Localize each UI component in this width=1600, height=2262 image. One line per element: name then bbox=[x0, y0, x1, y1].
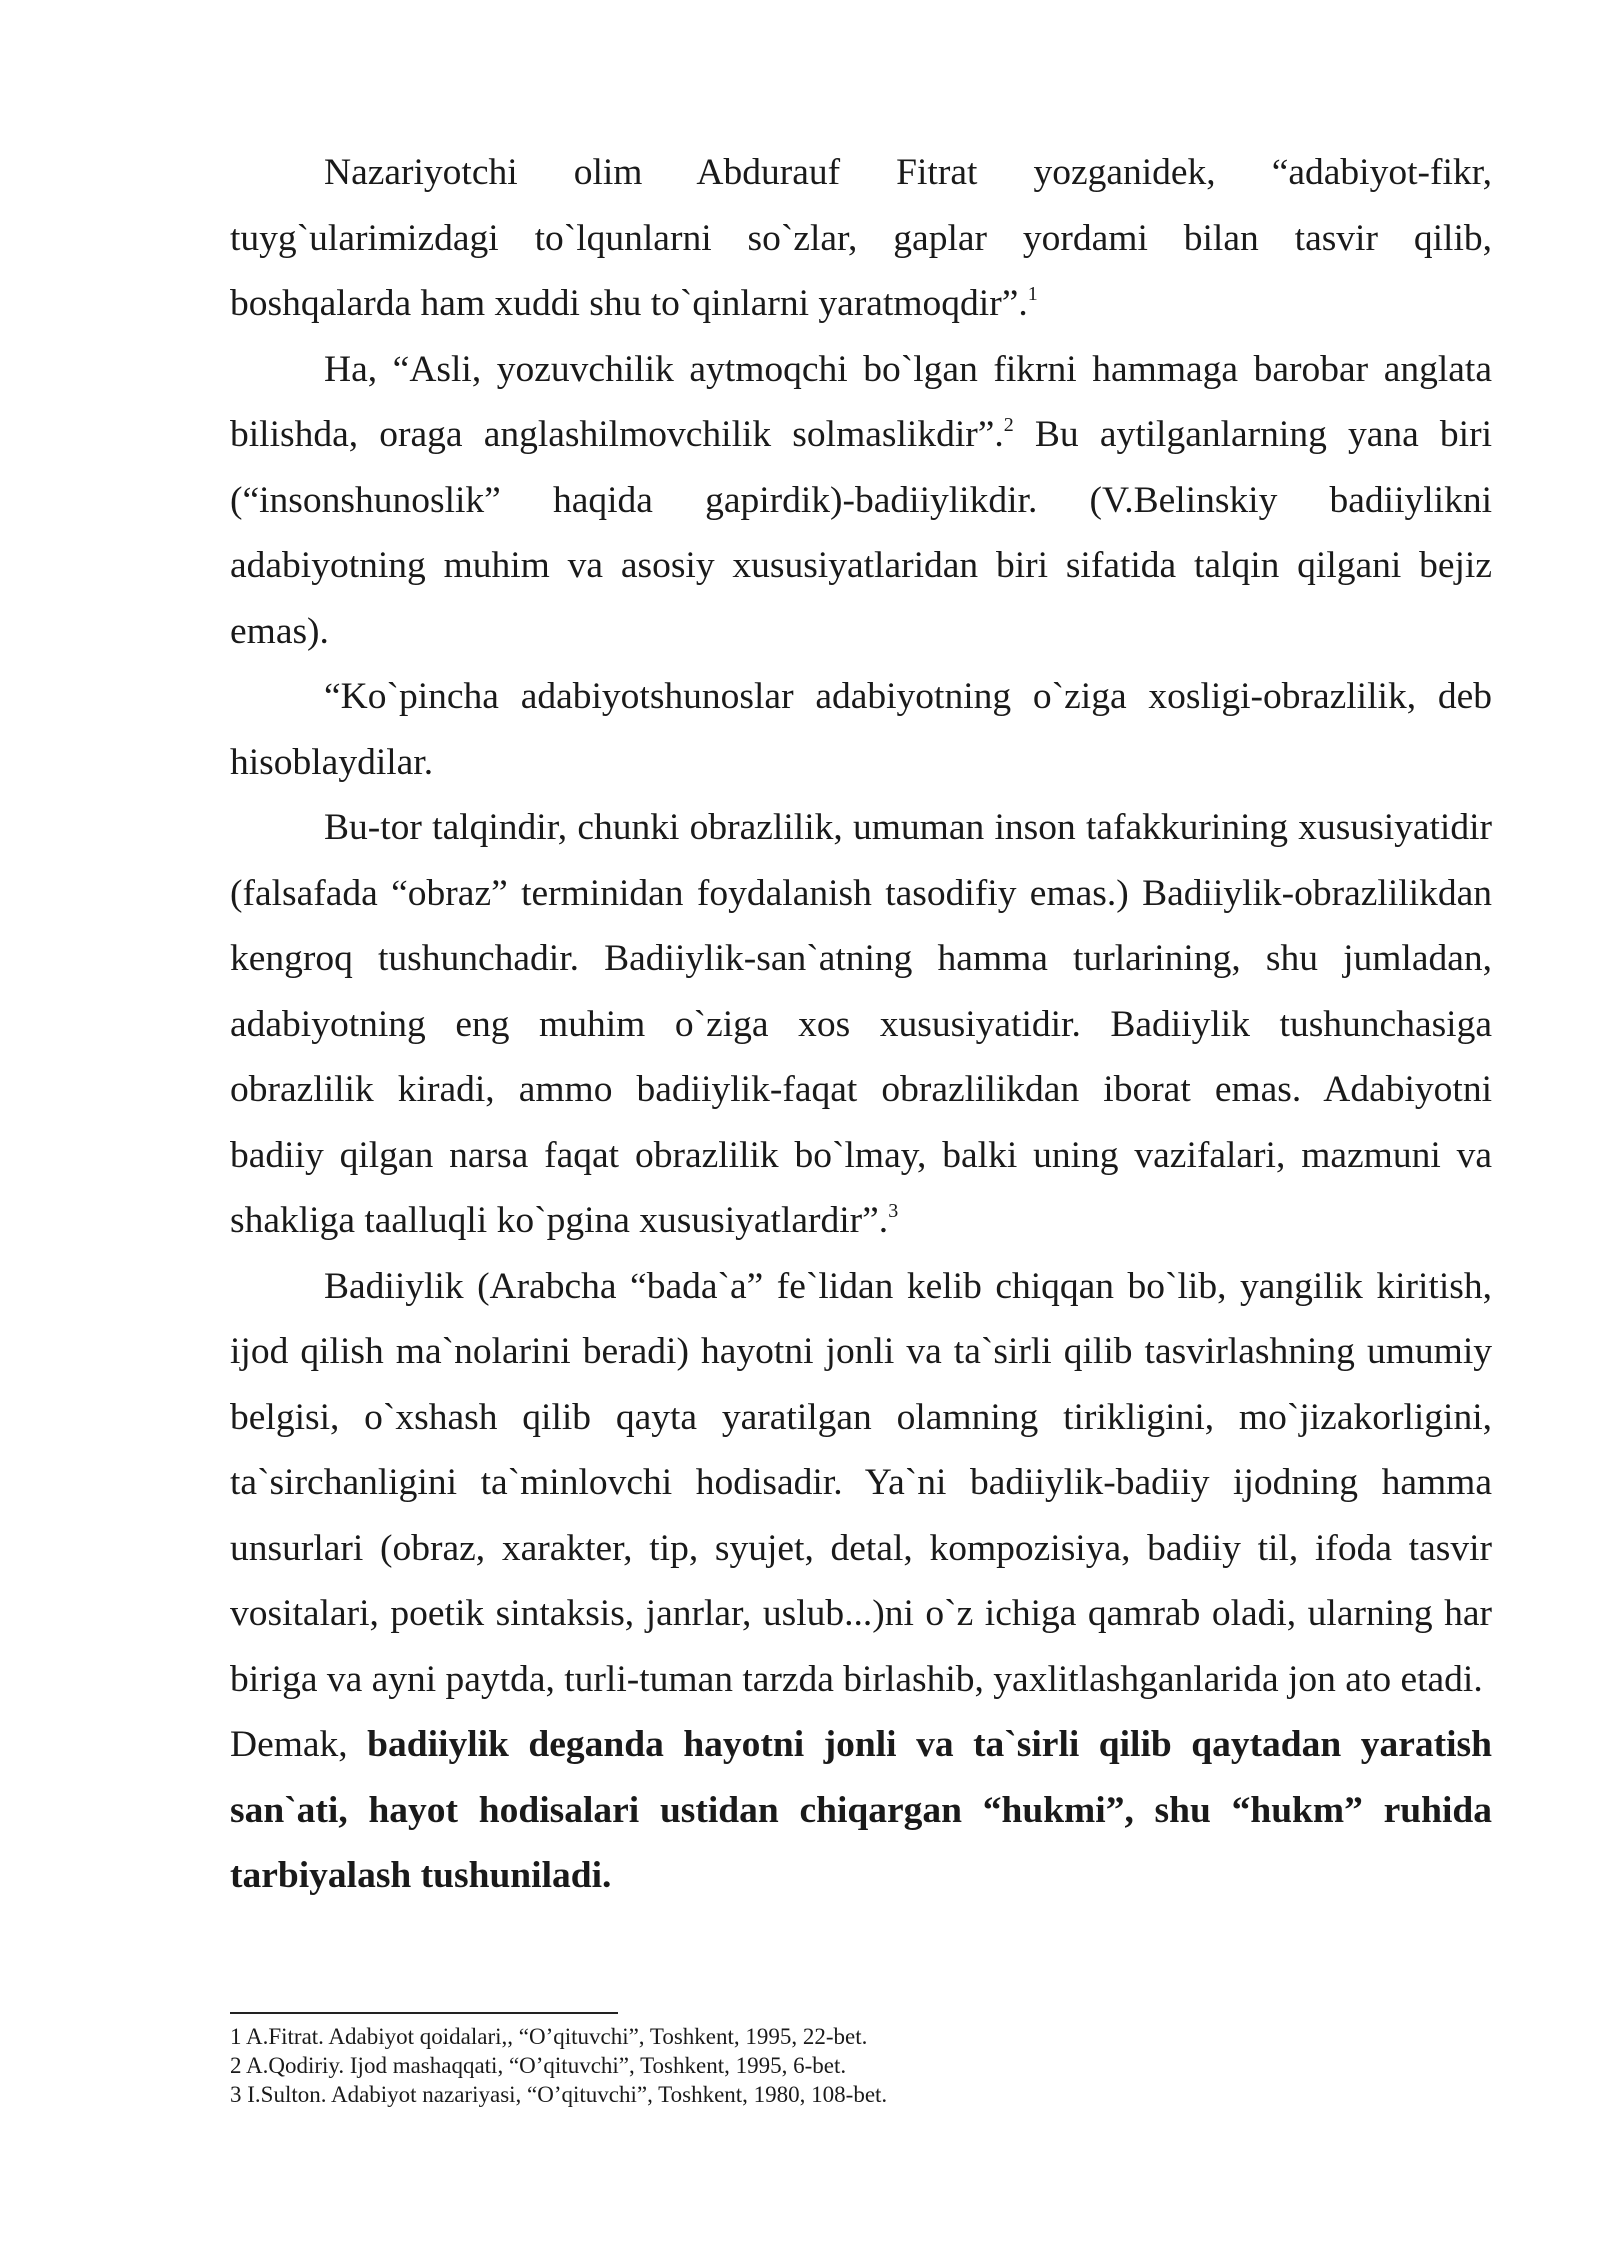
emphasis-conclusion: badiiylik deganda hayotni jonli va ta`sirli qilib qaytadan yaratish san`ati, hayot hodisalari ustidan chiqargan “hukmi”, shu “hukm” ruhida tarbiyalash tushuniladi. bbox=[230, 1724, 1492, 1896]
paragraph-4: Bu-tor talqindir, chunki obrazlilik, umuman inson tafakkurining xususiyatidir (falsafada “obraz” terminidan foydalanish tasodifiy emas.) Badiiylik-obrazlilikdan kengroq tushunchadir. Badiiylik-san`atning hamma turlarining, shu jumladan, adabiyotning eng muhim o`ziga xos xususiyatidir. Badiiylik tushunchasiga obrazlilik kiradi, ammo badiiylik-faqat obrazlilikdan iborat emas. Adabiyotni badiiy qilgan narsa faqat obrazlilik bo`lmay, balki uning vazifalari, mazmuni va shakliga taalluqli ko`pgina xususiyatlardir”.$^3$ bbox=[230, 807, 1492, 1241]
footnotes bbox=[230, 2022, 1490, 2109]
paragraph-5-conclusion: Demak, badiiylik deganda hayotni jonli va ta`sirli qilib qaytadan yaratish san`ati, hayot hodisalari ustidan chiqargan “hukmi”, shu “hukm” ruhida tarbiyalash tushuniladi. bbox=[230, 1724, 1492, 1896]
paragraph-5: Badiiylik (Arabcha “bada`a” fe`lidan kelib chiqqan bo`lib, yangilik kiritish, ijod qilish ma`nolarini beradi) hayotni jonli va ta`sirli qilib tasvirlashning umumiy belgisi, o`xshash qilib qayta yaratilgan olamning tirikligini, mo`jizakorligini, ta`sirchanligini ta`minlovchi hodisadir. Ya`ni badiiylik-badiiy ijodning hamma unsurlari (obraz, xarakter, tip, syujet, detal, kompozisiya, badiiy til, ifoda tasvir vositalari, poetik sintaksis, janrlar, uslub...)ni o`z ichiga qamrab oladi, ularning har biriga va ayni paytda, turli-tuman tarzda birlashib, yaxlitlashganlarida jon ato etadi. bbox=[230, 1265, 1492, 1700]
footnote-ref-2[interactable]: 2 bbox=[1003, 413, 1014, 436]
footnote-1: 1 A.Fitrat. Adabiyot qoidalari,, “O’qituvchi”, Toshkent, 1995, 22-bet. bbox=[230, 2024, 868, 2049]
main-text bbox=[230, 140, 1492, 1909]
footnote-ref-3[interactable]: 3 bbox=[888, 1199, 899, 1222]
footnote-ref-1[interactable]: 1 bbox=[1027, 282, 1038, 305]
paragraph-3: “Ko`pincha adabiyotshunoslar adabiyotning o`ziga xosligi-obrazlilik, deb hisoblaydilar. bbox=[230, 676, 1492, 783]
paragraph-1: Nazariyotchi olim Abdurauf Fitrat yozganidek, “adabiyot-fikr, tuyg`ularimizdagi to`lqunlarni so`zlar, gaplar yordami bilan tasvir qilib, boshqalarda ham xuddi shu to`qinlarni yaratmoqdir”.$^1$ bbox=[230, 152, 1492, 324]
footnote-2: 2 A.Qodiriy. Ijod mashaqqati, “O’qituvchi”, Toshkent, 1995, 6-bet. bbox=[230, 2053, 847, 2078]
paragraph-2: Ha, “Asli, yozuvchilik aytmoqchi bo`lgan fikrni hammaga barobar anglata bilishda, oraga anglashilmovchilik solmaslikdir”.$^2$ Bu aytilganlarning yana biri (“insonshunoslik” haqida gapirdik)-badiiylikdir. (V.Belinskiy badiiylikni adabiyotning muhim va asosiy xususiyatlaridan biri sifatida talqin qilgani bejiz emas). bbox=[230, 348, 1492, 652]
footnote-3: 3 I.Sulton. Adabiyot nazariyasi, “O’qituvchi”, Toshkent, 1980, 108-bet. bbox=[230, 2082, 888, 2107]
footnote-separator bbox=[230, 2012, 618, 2014]
